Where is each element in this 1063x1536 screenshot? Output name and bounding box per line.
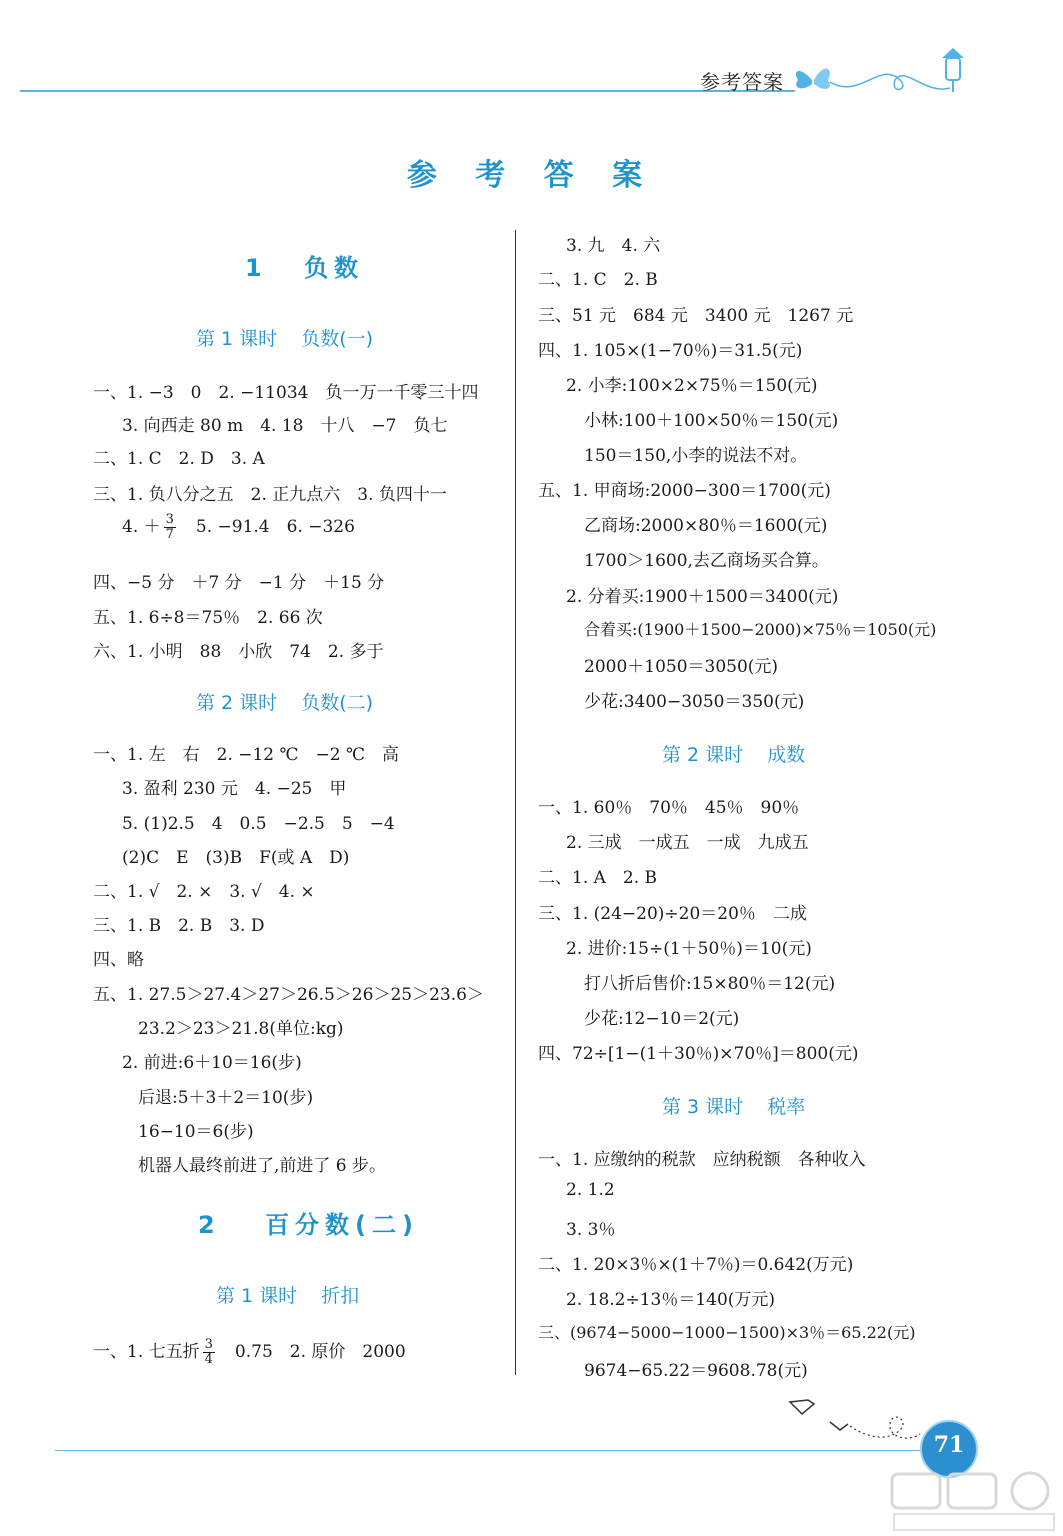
answer-line: 三、1. B 2. B 3. D — [93, 916, 265, 936]
answer-line: 二、1. C 2. D 3. A — [93, 449, 265, 469]
lesson-3-number: 第 1 课时 — [216, 1285, 298, 1307]
answer-line: 小林:100＋100×50％＝150(元) — [584, 411, 839, 431]
answer-line: 二、1. 20×3％×(1＋7％)＝0.642(万元) — [538, 1255, 854, 1275]
answer-line: 2. 1.2 — [566, 1180, 615, 1200]
answer-line: 合着买:(1900＋1500−2000)×75％＝1050(元) — [584, 620, 937, 639]
answer-line: 一、1. 左 右 2. −12 ℃ −2 ℃ 高 — [93, 745, 400, 765]
answer-line: 少花:3400−3050＝350(元) — [584, 692, 805, 712]
answer-line: 六、1. 小明 88 小欣 74 2. 多于 — [93, 642, 384, 662]
answer-line: 2000＋1050＝3050(元) — [584, 657, 779, 677]
answer-line: 四、−5 分 ＋7 分 −1 分 ＋15 分 — [93, 573, 385, 593]
answer-line: 2. 前进:6＋10＝16(步) — [122, 1053, 302, 1073]
lesson-5-heading — [662, 1092, 805, 1119]
lesson-1-number: 第 1 课时 — [196, 328, 278, 350]
footer-rule — [55, 1450, 920, 1451]
answer-line: 1700＞1600,去乙商场买合算。 — [584, 551, 829, 571]
answer-line: 2. 小李:100×2×75％＝150(元) — [566, 376, 818, 396]
lesson-1-name: 负数(一) — [301, 328, 374, 350]
answer-line: 23.2＞23＞21.8(单位:kg) — [138, 1019, 344, 1039]
section-1-number: 1 — [245, 254, 268, 282]
butterfly-lamp-decoration-icon — [790, 40, 990, 110]
answer-line: 9674−65.22＝9608.78(元) — [584, 1361, 808, 1381]
fraction-denominator: 7 — [165, 527, 174, 542]
answer-line: 一、1. 应缴纳的税款 应纳税额 各种收入 — [538, 1150, 866, 1170]
fraction-denominator: 4 — [204, 1352, 213, 1367]
lesson-2-name: 负数(二) — [301, 692, 374, 714]
answer-line: 三、51 元 684 元 3400 元 1267 元 — [538, 306, 854, 326]
lesson-4-heading — [662, 740, 805, 767]
answer-line: 16−10＝6(步) — [138, 1122, 254, 1142]
answer-line: 3. 九 4. 六 — [566, 236, 661, 256]
answer-line: 一、1. 60％ 70％ 45％ 90％ — [538, 798, 800, 818]
answer-line: 五、1. 27.5＞27.4＞27＞26.5＞26＞25＞23.6＞ — [93, 985, 484, 1005]
lesson-5-name: 税率 — [767, 1096, 806, 1118]
fraction-prefix: 4. ＋ — [122, 517, 161, 537]
header-rule — [20, 90, 795, 92]
answer-line: 三、1. (24−20)÷20＝20％ 二成 — [538, 904, 807, 924]
answer-line: 机器人最终前进了,前进了 6 步。 — [138, 1156, 387, 1176]
answer-line: 3. 3％ — [566, 1220, 616, 1240]
section-1-name: 负数 — [304, 254, 365, 282]
fraction-suffix: 0.75 2. 原价 2000 — [217, 1342, 406, 1362]
answer-line: 150＝150,小李的说法不对。 — [584, 446, 808, 466]
answer-line: 五、1. 甲商场:2000−300＝1700(元) — [538, 481, 831, 501]
answer-line: 2. 进价:15÷(1＋50％)＝10(元) — [566, 939, 812, 959]
answer-line: 2. 分着买:1900＋1500＝3400(元) — [566, 587, 839, 607]
answer-line: 2. 18.2÷13％＝140(万元) — [566, 1290, 776, 1310]
lesson-4-number: 第 2 课时 — [662, 744, 744, 766]
lesson-2-number: 第 2 课时 — [196, 692, 278, 714]
bird-trail-decoration-icon — [780, 1390, 930, 1450]
fraction — [203, 1338, 215, 1367]
page-title: 参 考 答 案 — [406, 158, 657, 193]
answer-line: 乙商场:2000×80％＝1600(元) — [584, 516, 828, 536]
answer-line: 二、1. √ 2. × 3. √ 4. × — [93, 882, 315, 902]
watermark-logo-icon — [890, 1470, 1060, 1534]
answer-line-fraction — [122, 512, 355, 542]
answer-line: 三、(9674−5000−1000−1500)×3％＝65.22(元) — [538, 1323, 916, 1342]
answer-line: 五、1. 6÷8＝75％ 2. 66 次 — [93, 608, 323, 628]
answer-line: 后退:5＋3＋2＝10(步) — [138, 1088, 314, 1108]
answer-line: 5. (1)2.5 4 0.5 −2.5 5 −4 — [122, 814, 395, 834]
lesson-5-number: 第 3 课时 — [662, 1096, 744, 1118]
header-title: 参考答案 — [700, 70, 784, 94]
fraction-numerator: 3 — [204, 1337, 213, 1352]
answer-line: (2)C E (3)B F(或 A D) — [122, 848, 350, 868]
fraction — [164, 513, 176, 542]
answer-line: 3. 向西走 80 m 4. 18 十八 −7 负七 — [122, 416, 448, 436]
fraction-numerator: 3 — [165, 512, 174, 527]
section-1-heading — [245, 248, 364, 283]
answer-line: 二、1. A 2. B — [538, 868, 658, 888]
answer-line: 2. 三成 一成五 一成 九成五 — [566, 833, 809, 853]
answer-line: 四、72÷[1−(1＋30％)×70％]＝800(元) — [538, 1044, 859, 1064]
lesson-4-name: 成数 — [767, 744, 806, 766]
section-2-number: 2 — [198, 1211, 221, 1239]
answer-line: 少花:12−10＝2(元) — [584, 1009, 740, 1029]
answer-line: 一、1. −3 0 2. −11034 负一万一千零三十四 — [93, 383, 479, 403]
lesson-2-heading — [196, 688, 373, 715]
fraction-suffix: 5. −91.4 6. −326 — [178, 517, 355, 537]
answer-line: 四、1. 105×(1−70％)＝31.5(元) — [538, 341, 803, 361]
section-2-name: 百分数(二) — [265, 1211, 419, 1239]
answer-line: 二、1. C 2. B — [538, 270, 658, 290]
lesson-1-heading — [196, 324, 373, 351]
column-divider — [515, 230, 516, 1375]
page-number: 71 — [933, 1432, 965, 1458]
lesson-3-heading — [216, 1281, 359, 1308]
answer-line: 3. 盈利 230 元 4. −25 甲 — [122, 779, 347, 799]
answer-line: 打八折后售价:15×80％＝12(元) — [584, 974, 836, 994]
fraction-prefix: 一、1. 七五折 — [93, 1342, 200, 1362]
answer-line-fraction — [93, 1337, 406, 1367]
section-2-heading — [198, 1205, 419, 1240]
answer-line: 三、1. 负八分之五 2. 正九点六 3. 负四十一 — [93, 485, 447, 505]
answer-line: 四、略 — [93, 950, 144, 970]
lesson-3-name: 折扣 — [321, 1285, 360, 1307]
